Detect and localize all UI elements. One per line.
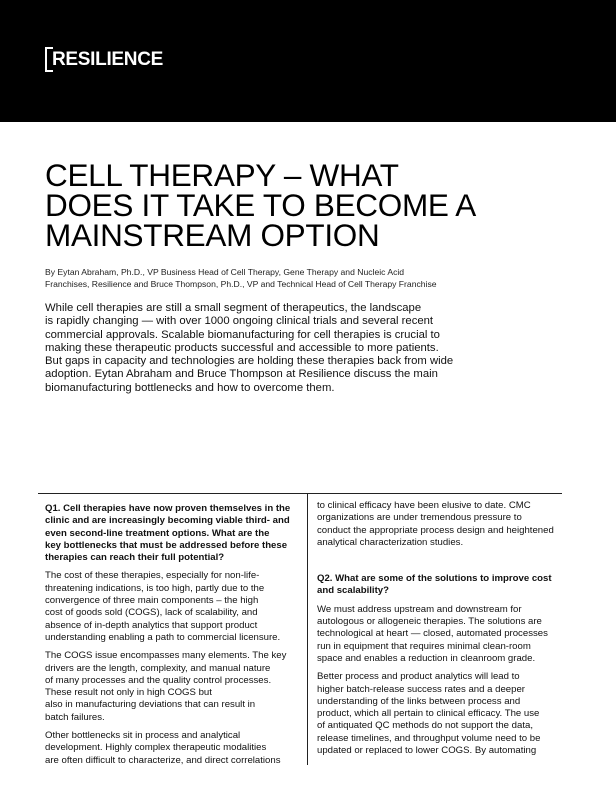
intro-line: commercial approvals. Scalable biomanufacturing for cell therapies is crucial to [45, 328, 440, 341]
question-2 [317, 573, 579, 598]
left-column [45, 503, 305, 773]
paragraph-line: drivers are the length, complexity, and manual nature [45, 662, 271, 674]
paragraph-line: batch failures. [45, 711, 105, 723]
paragraph-line: space and enables a reduction in cleanroom grade. [317, 652, 536, 664]
paragraph-line: cost of goods sold (COGS), lack of scalability, and [45, 607, 258, 619]
right-column [317, 500, 579, 763]
paragraph-line: understanding enabling a path to commercial licensure. [45, 631, 281, 643]
page-title [45, 157, 565, 253]
paragraph-line: are often difficult to characterize, and direct correlations [45, 754, 281, 766]
paragraph-line: updated or replaced to lower COGS. By automating [317, 745, 537, 757]
byline [45, 267, 545, 290]
answer-paragraph [317, 604, 579, 665]
question-line: therapies can reach their full potential? [45, 552, 225, 564]
logo-text: RESILIENCE [52, 49, 164, 70]
byline-line: By Eytan Abraham, Ph.D., VP Business Head of Cell Therapy, Gene Therapy and Nucleic Acid [45, 267, 405, 277]
paragraph-line: of antiquated QC methods do not support the data, [317, 720, 534, 732]
paragraph-line: Other bottlenecks sit in process and analytical [45, 730, 241, 742]
byline-line: Franchises, Resilience and Bruce Thompson, Ph.D., VP and Technical Head of Cell Therapy Franchise [45, 278, 437, 289]
paragraph-line: development. Highly complex therapeutic modalities [45, 742, 267, 754]
answer-paragraph [45, 570, 305, 644]
question-1 [45, 503, 305, 564]
intro-line: making these therapeutic products successful and accessible to more patients. [45, 341, 439, 354]
paragraph-line: technological at heart — closed, automated processes [317, 628, 548, 640]
answer-paragraph [45, 650, 305, 724]
paragraph-line: run in equipment that requires minimal clean-room [317, 640, 531, 652]
answer-paragraph [317, 671, 579, 757]
paragraph-line: understanding of the links between process and [317, 695, 521, 707]
paragraph-line: We must address upstream and downstream for [317, 603, 522, 615]
answer-paragraph [45, 730, 305, 767]
paragraph-line: These result not only in high COGS but [45, 687, 212, 699]
paragraph-line: release timelines, and throughput volume need to be [317, 732, 541, 744]
paragraph-line: absence of in-depth analytics that support product [45, 619, 258, 631]
paragraph-line: product, which all pertain to clinical efficacy. The use [317, 708, 540, 720]
paragraph-line: of many processes and the quality control processes. [45, 674, 272, 686]
paragraph-line: higher batch-release success rates and a deeper [317, 683, 525, 695]
header-band [0, 0, 616, 122]
paragraph-line: to clinical efficacy have been elusive to date. CMC [317, 500, 531, 511]
question-line: and scalability? [317, 585, 389, 597]
question-line: Q2. What are some of the solutions to improve cost [317, 573, 552, 585]
intro-line: adoption. Eytan Abraham and Bruce Thompson at Resilience discuss the main [45, 368, 438, 381]
title-line: CELL THERAPY – WHAT [45, 157, 399, 193]
intro-paragraph [45, 302, 565, 395]
intro-line: While cell therapies are still a small segment of therapeutics, the landscape [45, 302, 422, 314]
answer-paragraph [317, 500, 579, 549]
intro-line: But gaps in capacity and technologies are holding these therapies back from wide [45, 355, 454, 368]
paragraph-line: analytical characterization studies. [317, 536, 464, 548]
paragraph-line: organizations are under tremendous pressure to [317, 512, 522, 524]
section-rule [38, 493, 562, 494]
question-line: even second-line treatment options. What are the [45, 527, 270, 539]
paragraph-line: conduct the appropriate process design and heightened [317, 524, 554, 536]
question-line: clinic and are increasingly becoming viable third- and [45, 515, 290, 527]
paragraph-line: Better process and product analytics will lead to [317, 671, 520, 683]
question-line: key bottlenecks that must be addressed before these [45, 539, 288, 551]
column-divider [307, 494, 308, 765]
paragraph-line: The COGS issue encompasses many elements. The key [45, 650, 287, 662]
intro-line: is rapidly changing — with over 1000 ongoing clinical trials and several recent [45, 315, 434, 328]
question-line: Q1. Cell therapies have now proven themselves in the [45, 503, 291, 514]
title-line: MAINSTREAM OPTION [45, 217, 380, 253]
paragraph-line: The cost of these therapies, especially for non-life- [45, 570, 260, 582]
paragraph-line: convergence of three main components – the high [45, 595, 259, 607]
paragraph-line: threatening indications, is too high, partly due to the [45, 582, 265, 594]
paragraph-line: autologous or allogeneic therapies. The solutions are [317, 616, 542, 628]
paragraph-line: also in manufacturing deviations that can result in [45, 699, 256, 711]
title-line: DOES IT TAKE TO BECOME A [45, 187, 477, 223]
intro-line: biomanufacturing bottlenecks and how to overcome them. [45, 381, 335, 394]
